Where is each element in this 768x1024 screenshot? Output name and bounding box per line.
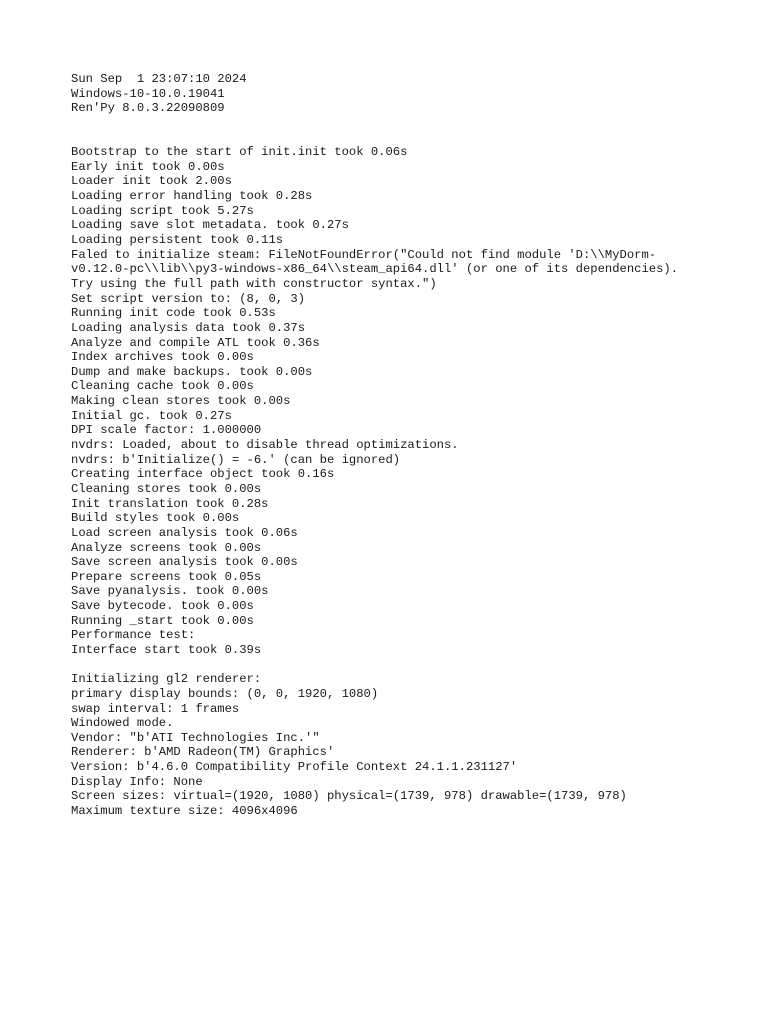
log-line: Loader init took 2.00s: [71, 174, 232, 189]
log-line-date: Sun Sep 1 23:07:10 2024: [71, 72, 247, 86]
log-line: Save bytecode. took 0.00s: [71, 599, 254, 614]
log-line: Loading save slot metadata. took 0.27s: [71, 218, 349, 233]
log-line: Save pyanalysis. took 0.00s: [71, 584, 269, 599]
log-line-renpy-version: Ren'Py 8.0.3.22090809: [71, 101, 225, 116]
log-init-section: [71, 145, 751, 657]
log-line: Prepare screens took 0.05s: [71, 569, 262, 584]
log-line: Renderer: b'AMD Radeon(TM) Graphics': [71, 745, 335, 760]
blank-line: [71, 658, 751, 673]
log-line: Making clean stores took 0.00s: [71, 394, 291, 409]
log-line: Dump and make backups. took 0.00s: [71, 364, 313, 379]
log-line: Loading script took 5.27s: [71, 203, 254, 218]
log-line: Screen sizes: virtual=(1920, 1080) physical=(1739, 978) drawable=(1739, 978): [71, 789, 627, 804]
log-line: Performance test:: [71, 628, 196, 643]
log-line: nvdrs: b'Initialize() = -6.' (can be ignored): [71, 452, 401, 467]
log-line-steam-error: Faled to initialize steam: FileNotFoundError("Could not find module 'D:\\MyDorm-: [71, 247, 657, 262]
log-line: DPI scale factor: 1.000000: [71, 423, 262, 438]
log-line: Initial gc. took 0.27s: [71, 408, 232, 423]
log-line-os: Windows-10-10.0.19041: [71, 86, 225, 101]
blank-line: [71, 131, 751, 146]
log-line-steam-error: v0.12.0-pc\\lib\\py3-windows-x86_64\\steam_api64.dll' (or one of its dependencies).: [71, 262, 679, 277]
log-line: Version: b'4.6.0 Compatibility Profile Context 24.1.1.231127': [71, 760, 518, 775]
log-line: swap interval: 1 frames: [71, 701, 240, 716]
log-line: Loading persistent took 0.11s: [71, 233, 284, 248]
log-line: Load screen analysis took 0.06s: [71, 525, 298, 540]
log-line: Save screen analysis took 0.00s: [71, 555, 298, 570]
log-line: Analyze screens took 0.00s: [71, 540, 262, 555]
log-line: Display Info: None: [71, 774, 203, 789]
log-line: Build styles took 0.00s: [71, 511, 240, 526]
log-line: Loading error handling took 0.28s: [71, 189, 313, 204]
log-line: primary display bounds: (0, 0, 1920, 1080): [71, 686, 379, 701]
log-line: Cleaning cache took 0.00s: [71, 379, 254, 394]
log-renderer-section: [71, 672, 751, 818]
log-document: [71, 72, 751, 819]
log-line: Index archives took 0.00s: [71, 350, 254, 365]
blank-line: [71, 116, 751, 131]
log-line: Bootstrap to the start of init.init took 0.06s: [71, 145, 408, 160]
log-line: Analyze and compile ATL took 0.36s: [71, 335, 320, 350]
log-line: Initializing gl2 renderer:: [71, 672, 262, 687]
log-line: Creating interface object took 0.16s: [71, 467, 335, 482]
log-line: Running _start took 0.00s: [71, 613, 254, 628]
log-line: Init translation took 0.28s: [71, 496, 269, 511]
log-line: nvdrs: Loaded, about to disable thread optimizations.: [71, 438, 459, 453]
log-line: Running init code took 0.53s: [71, 306, 276, 321]
log-line: Windowed mode.: [71, 716, 174, 731]
log-line-steam-error: Try using the full path with constructor syntax."): [71, 276, 437, 291]
log-line: Interface start took 0.39s: [71, 642, 262, 657]
log-header-section: [71, 72, 751, 116]
log-line: Cleaning stores took 0.00s: [71, 481, 262, 496]
log-line: Vendor: "b'ATI Technologies Inc.'": [71, 730, 320, 745]
log-line: Early init took 0.00s: [71, 159, 225, 174]
log-line: Set script version to: (8, 0, 3): [71, 291, 306, 306]
log-line: Loading analysis data took 0.37s: [71, 320, 306, 335]
log-line: Maximum texture size: 4096x4096: [71, 804, 298, 819]
